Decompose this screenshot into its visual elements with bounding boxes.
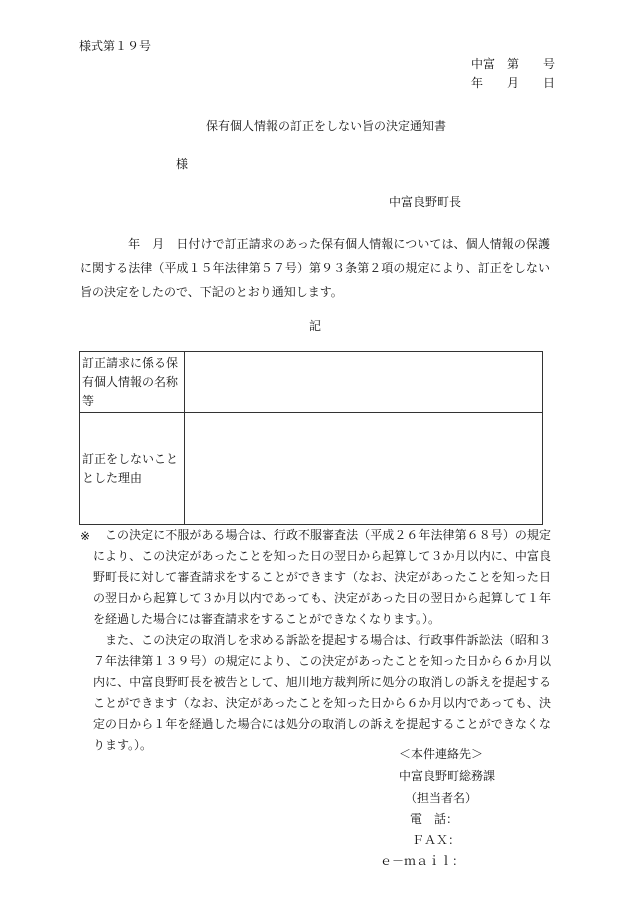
contact-person: （担当者名）: [405, 791, 478, 805]
table-row: [80, 413, 543, 525]
body-paragraph: 年 月 日付けで訂正請求のあった保有個人情報については、個人情報の保護に関する法律（平成１５年法律第５７号）第９３条第２項の規定により、訂正をしない旨の決定をしたので、下記のとおり通知します。: [80, 237, 550, 299]
contact-fax: ＦＡＸ：: [412, 833, 461, 847]
note-paragraph-lawsuit: また、この決定の取消しを求める訴訟を提起する場合は、行政事件訴訟法（昭和３７年法律第１３９号）の規定により、この決定があったことを知った日から６か月以内に、中富良野町長を被告として、旭川地方裁判所に処分の取消しの訴えを提起することができます（なお、決定があったことを知った日から６か月以内であっても、決定の日から１年を経過した場合には処分の取消しの訴えを提起することができなくなります。）。: [93, 633, 551, 752]
document-number: 中富 第 号: [471, 57, 556, 71]
ki-heading: 記: [309, 319, 322, 333]
form-number: 様式第１９号: [79, 39, 152, 53]
info-table: [79, 351, 543, 525]
note-paragraph-appeal: この決定に不服がある場合は、行政不服審査法（平成２６年法律第６８号）の規定により、この決定があったことを知った日の翌日から起算して３か月以内に、中富良野町長に対して審査請求をすることができます（なお、決定があったことを知った日の翌日から起算して３か月以内であっても、決定があった日の翌日から起算して１年を経過した場合には審査請求をすることができなくなります。）。: [93, 528, 551, 626]
contact-phone: 電 話：: [410, 812, 459, 826]
row-value-name[interactable]: [185, 352, 543, 413]
table-row: [80, 352, 543, 413]
note-mark: ※: [80, 529, 91, 543]
sender-name: 中富良野町長: [389, 195, 462, 209]
contact-email: ｅ－ｍａｉｌ：: [380, 854, 465, 868]
contact-heading: ＜本件連絡先＞: [399, 747, 484, 761]
addressee-suffix: 様: [176, 157, 189, 171]
row-label-reason: 訂正をしないこととした理由: [80, 413, 185, 525]
row-label-name: 訂正請求に係る保有個人情報の名称等: [80, 352, 185, 413]
document-date: 年 月 日: [471, 76, 556, 90]
row-value-reason[interactable]: [185, 413, 543, 525]
contact-department: 中富良野町総務課: [399, 769, 496, 783]
document-title: 保有個人情報の訂正をしない旨の決定通知書: [206, 119, 447, 133]
